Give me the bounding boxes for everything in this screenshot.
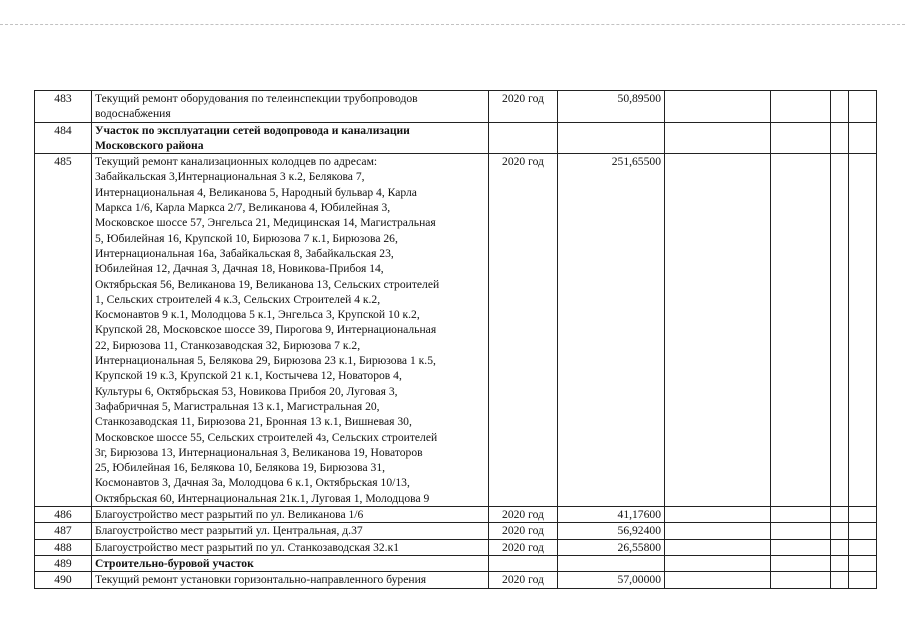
description-line: Забайкальская 3,Интернациональная 3 к.2, Белякова 7, — [95, 170, 365, 184]
table-row — [35, 556, 877, 572]
empty-cell — [849, 91, 877, 123]
table-row — [35, 91, 877, 123]
work-items-table — [34, 90, 877, 589]
empty-cell — [665, 122, 771, 154]
empty-cell — [665, 91, 771, 123]
empty-cell — [831, 122, 849, 154]
empty-cell — [849, 507, 877, 523]
empty-cell — [771, 122, 831, 154]
page-edge-line — [0, 24, 905, 25]
empty-cell — [831, 91, 849, 123]
row-number: 490 — [35, 572, 92, 588]
row-year: 2020 год — [489, 507, 558, 523]
description-line: Станкозаводская 11, Бирюзова 21, Бронная 13 к.1, Вишневая 30, — [95, 415, 412, 429]
row-year — [489, 122, 558, 154]
row-amount — [558, 556, 665, 572]
row-year: 2020 год — [489, 523, 558, 539]
row-description — [92, 556, 489, 572]
row-amount: 251,65500 — [558, 154, 665, 507]
description-line: Текущий ремонт оборудования по телеинспекции трубопроводов — [95, 92, 418, 105]
description-line: водоснабжения — [95, 107, 171, 121]
description-line: 1, Сельских строителей 4 к.3, Сельских Строителей 4 к.2, — [95, 292, 381, 306]
description-line: 5, Юбилейная 16, Крупской 10, Бирюзова 7 к.1, Бирюзова 26, — [95, 231, 398, 245]
row-year: 2020 год — [489, 91, 558, 123]
row-number: 487 — [35, 523, 92, 539]
table-body — [35, 91, 877, 589]
empty-cell — [831, 572, 849, 588]
description-line: Крупской 28, Московское шоссе 39, Пирогова 9, Интернациональная — [95, 323, 437, 337]
table-row — [35, 572, 877, 588]
description-line: Юбилейная 12, Дачная 3, Дачная 18, Новикова-Прибоя 14, — [95, 262, 384, 276]
empty-cell — [849, 539, 877, 555]
empty-cell — [771, 539, 831, 555]
empty-cell — [665, 523, 771, 539]
table-row — [35, 122, 877, 154]
description-line: Интернациональная 5, Белякова 29, Бирюзова 23 к.1, Бирюзова 1 к.5, — [95, 354, 436, 368]
row-amount: 56,92400 — [558, 523, 665, 539]
row-amount: 50,89500 — [558, 91, 665, 123]
row-description — [92, 523, 489, 539]
description-line: Маркса 1/6, Карла Маркса 2/7, Великанова 4, Юбилейная 3, — [95, 201, 391, 215]
description-line: Московского района — [95, 138, 204, 152]
row-number: 483 — [35, 91, 92, 123]
row-description — [92, 539, 489, 555]
empty-cell — [849, 556, 877, 572]
row-amount: 26,55800 — [558, 539, 665, 555]
empty-cell — [831, 154, 849, 507]
description-line: Текущий ремонт канализационных колодцев по адресам: — [95, 155, 378, 169]
row-year: 2020 год — [489, 572, 558, 588]
description-line: Культуры 6, Октябрьская 53, Новикова Прибоя 20, Луговая 3, — [95, 384, 398, 398]
row-description — [92, 122, 489, 154]
table-row — [35, 523, 877, 539]
row-amount: 41,17600 — [558, 507, 665, 523]
row-amount — [558, 122, 665, 154]
description-line: 22, Бирюзова 11, Станкозаводская 32, Бирюзова 7 к.2, — [95, 338, 361, 352]
description-line: 3г, Бирюзова 13, Интернациональная 3, Великанова 19, Новаторов — [95, 445, 423, 459]
empty-cell — [771, 91, 831, 123]
table-row — [35, 154, 877, 507]
empty-cell — [771, 556, 831, 572]
row-description — [92, 154, 489, 507]
description-line: Благоустройство мест разрытий по ул. Станкозаводская 32.к1 — [95, 540, 400, 554]
description-line: Текущий ремонт установки горизонтально-направленного бурения — [95, 573, 427, 587]
row-number: 484 — [35, 122, 92, 154]
empty-cell — [849, 122, 877, 154]
description-line: Космонавтов 9 к.1, Молодцова 5 к.1, Энгельса 3, Крупской 10 к.2, — [95, 308, 420, 322]
empty-cell — [849, 154, 877, 507]
description-line: Зафабричная 5, Магистральная 13 к.1, Магистральная 20, — [95, 399, 380, 413]
description-line: 25, Юбилейная 16, Белякова 10, Белякова 19, Бирюзова 31, — [95, 461, 386, 475]
row-year: 2020 год — [489, 154, 558, 507]
empty-cell — [849, 572, 877, 588]
row-number: 485 — [35, 154, 92, 507]
empty-cell — [831, 507, 849, 523]
row-number: 489 — [35, 556, 92, 572]
empty-cell — [771, 154, 831, 507]
empty-cell — [665, 556, 771, 572]
description-line: Московское шоссе 57, Энгельса 21, Медицинская 14, Магистральная — [95, 216, 436, 230]
description-line: Строительно-буровой участок — [95, 557, 254, 571]
description-line: Октябрьская 60, Интернациональная 21к.1, Луговая 1, Молодцова 9 — [95, 491, 430, 505]
empty-cell — [849, 523, 877, 539]
description-line: Благоустройство мест разрытий по ул. Великанова 1/6 — [95, 508, 364, 522]
description-line: Октябрьская 56, Великанова 19, Великанова 13, Сельских строителей — [95, 277, 440, 291]
empty-cell — [771, 572, 831, 588]
empty-cell — [771, 523, 831, 539]
empty-cell — [665, 154, 771, 507]
empty-cell — [771, 507, 831, 523]
empty-cell — [831, 539, 849, 555]
description-line: Московское шоссе 55, Сельских строителей 4з, Сельских строителей — [95, 430, 438, 444]
description-line: Крупской 19 к.3, Крупской 21 к.1, Костычева 12, Новаторов 4, — [95, 369, 402, 383]
description-line: Участок по эксплуатации сетей водопровода и канализации — [95, 123, 410, 137]
row-description — [92, 507, 489, 523]
table-row — [35, 539, 877, 555]
empty-cell — [831, 523, 849, 539]
row-number: 488 — [35, 539, 92, 555]
empty-cell — [665, 507, 771, 523]
row-year: 2020 год — [489, 539, 558, 555]
row-number: 486 — [35, 507, 92, 523]
row-description — [92, 572, 489, 588]
row-amount: 57,00000 — [558, 572, 665, 588]
table-row — [35, 507, 877, 523]
row-description — [92, 91, 489, 123]
description-line: Интернациональная 4, Великанова 5, Народный бульвар 4, Карла — [95, 185, 417, 199]
empty-cell — [665, 572, 771, 588]
row-year — [489, 556, 558, 572]
empty-cell — [831, 556, 849, 572]
description-line: Космонавтов 3, Дачная 3а, Молодцова 6 к.1, Октябрьская 10/13, — [95, 476, 410, 490]
empty-cell — [665, 539, 771, 555]
description-line: Благоустройство мест разрытий ул. Центральная, д.37 — [95, 524, 363, 538]
description-line: Интернациональная 16а, Забайкальская 8, Забайкальская 23, — [95, 246, 394, 260]
